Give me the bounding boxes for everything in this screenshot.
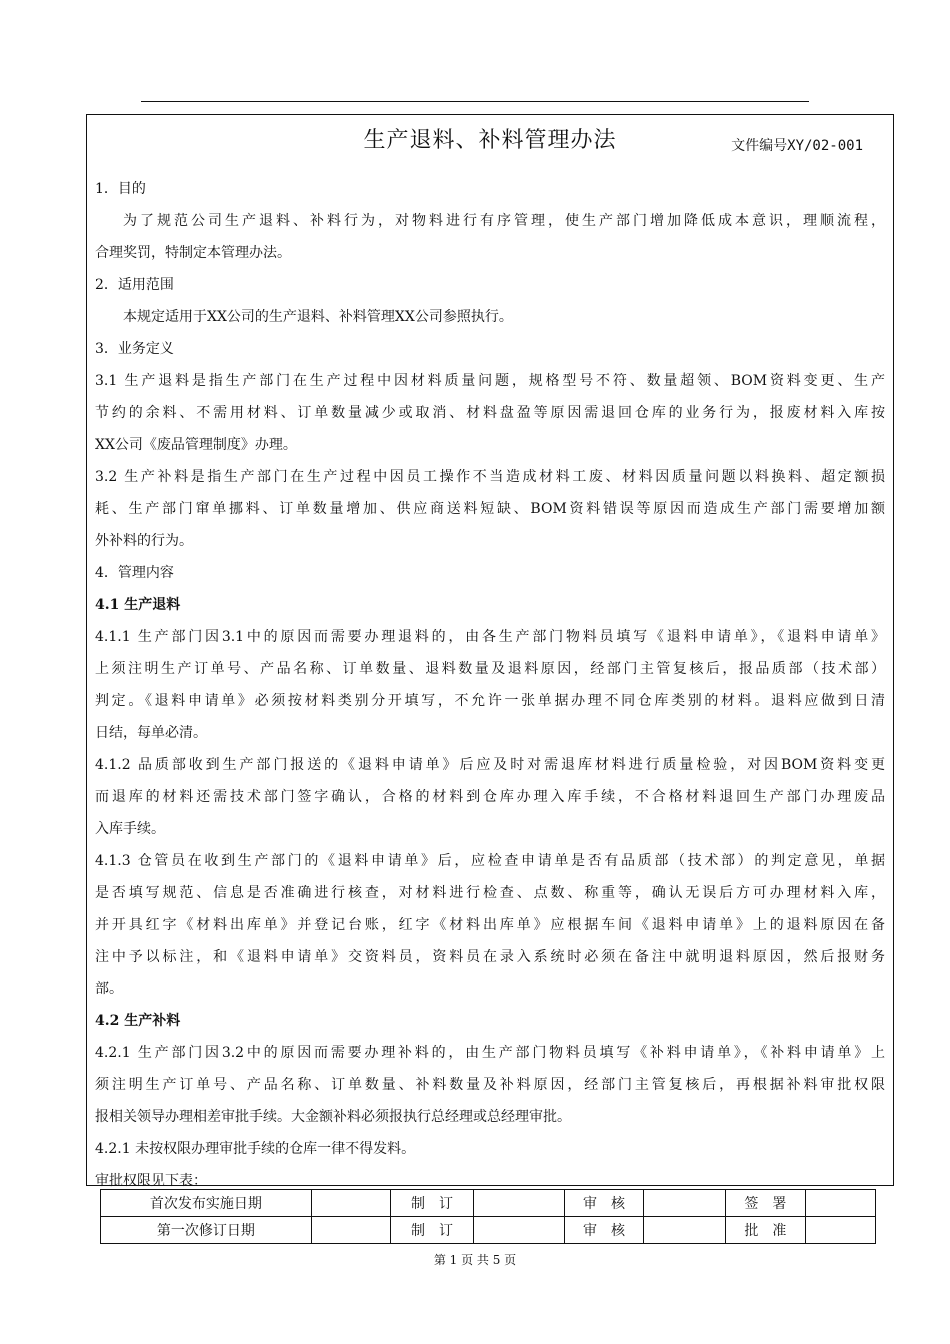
signoff-value [473,1190,564,1217]
paragraph-line: 须注明生产订单号、产品名称、订单数量、补料数量及补料原因，经部门主管复核后，再根据补料审批权限 [95,1077,885,1093]
signoff-label: 制 订 [391,1190,473,1217]
signoff-value [473,1217,564,1244]
paragraph-line: 3.1 生产退料是指生产部门在生产过程中因材料质量问题，规格型号不符、数量超领、BOM资料变更、生产 [95,373,885,389]
paragraph-line: 审批权限见下表： [95,1173,207,1189]
paragraph-line: 注中予以标注，和《退料申请单》交资料员，资料员在录入系统时必须在备注中就明退料原因，然后报财务 [95,949,885,965]
signoff-table [100,1189,876,1244]
paragraph-line: 而退库的材料还需技术部门签字确认，合格的材料到仓库办理入库手续，不合格材料退回生产部门办理废品 [95,789,885,805]
signoff-value [311,1190,391,1217]
paragraph-line: 为了规范公司生产退料、补料行为，对物料进行有序管理，使生产部门增加降低成本意识，理顺流程， [123,213,885,229]
paragraph-line: 报相关领导办理相差审批手续。大金额补料必须报执行总经理或总经理审批。 [95,1109,571,1125]
signoff-value [806,1217,876,1244]
paragraph-line: 判定。《退料申请单》必须按材料类别分开填写，不允许一张单据办理不同仓库类别的材料。退料应做到日清 [95,693,885,709]
page-number: 第 1 页 共 5 页 [433,1253,517,1267]
signoff-value [644,1190,725,1217]
paragraph-line: 4.1.3 仓管员在收到生产部门的《退料申请单》后，应检查申请单是否有品质部（技术部）的判定意见，单据 [95,853,885,869]
heading-management: 4．管理内容 [95,565,174,581]
signoff-label: 首次发布实施日期 [101,1190,312,1217]
paragraph-line: 入库手续。 [95,821,165,837]
heading-definitions: 3．业务定义 [95,341,174,357]
paragraph-line: 3.2 生产补料是指生产部门在生产过程中因员工操作不当造成材料工废、材料因质量问题以料换料、超定额损 [95,469,885,485]
paragraph-line: 节约的余料、不需用材料、订单数量减少或取消、材料盘盈等原因需退回仓库的业务行为，报废材料入库按 [95,405,885,421]
document-frame [86,114,894,1189]
header-rule [141,101,809,102]
heading-scope: 2．适用范围 [95,277,174,293]
paragraph-line: 合理奖罚，特制定本管理办法。 [95,245,291,261]
signoff-label: 制 订 [391,1217,473,1244]
subheading-supplement: 4.2 生产补料 [95,1013,181,1029]
paragraph-line: 外补料的行为。 [95,533,193,549]
document-title: 生产退料、补料管理办法 [363,128,617,153]
signoff-value [311,1217,391,1244]
heading-purpose: 1．目的 [95,181,146,197]
paragraph-line: 并开具红字《材料出库单》并登记台账，红字《材料出库单》应根据车间《退料申请单》上的退料原因在备 [95,917,885,933]
signoff-label: 审 核 [564,1190,643,1217]
paragraph-line: 是否填写规范、信息是否准确进行核查，对材料进行检查、点数、称重等，确认无误后方可办理材料入库， [95,885,885,901]
signoff-label: 审 核 [564,1217,643,1244]
signoff-row [101,1217,876,1244]
paragraph-line: 4.1.1 生产部门因3.1中的原因而需要办理退料的，由各生产部门物料员填写《退料申请单》，《退料申请单》 [95,629,885,645]
paragraph-line: 本规定适用于XX公司的生产退料、补料管理XX公司参照执行。 [123,309,513,325]
paragraph-line: 日结，每单必清。 [95,725,207,741]
signoff-row [101,1190,876,1217]
paragraph-line: 4.1.2 品质部收到生产部门报送的《退料申请单》后应及时对需退库材料进行质量检验，对因BOM资料变更 [95,757,885,773]
paragraph-line: 耗、生产部门窜单挪料、订单数量增加、供应商送料短缺、BOM资料错误等原因而造成生产部门需要增加额 [95,501,885,517]
paragraph-line: 4.2.1 未按权限办理审批手续的仓库一律不得发料。 [95,1141,416,1157]
document-body [95,173,885,1197]
document-number: 文件编号XY/02-001 [731,138,863,154]
paragraph-line: 上须注明生产订单号、产品名称、订单数量、退料数量及退料原因，经部门主管复核后，报品质部（技术部） [95,661,885,677]
paragraph-line: 部。 [95,981,123,997]
signoff-value [644,1217,725,1244]
paragraph-line: 4.2.1 生产部门因3.2中的原因而需要办理补料的，由生产部门物料员填写《补料申请单》，《补料申请单》上 [95,1045,885,1061]
signoff-label: 签 署 [725,1190,805,1217]
signoff-label: 批 准 [725,1217,805,1244]
subheading-return: 4.1 生产退料 [95,597,181,613]
signoff-label: 第一次修订日期 [101,1217,312,1244]
signoff-value [806,1190,876,1217]
paragraph-line: XX公司《废品管理制度》办理。 [95,437,297,453]
